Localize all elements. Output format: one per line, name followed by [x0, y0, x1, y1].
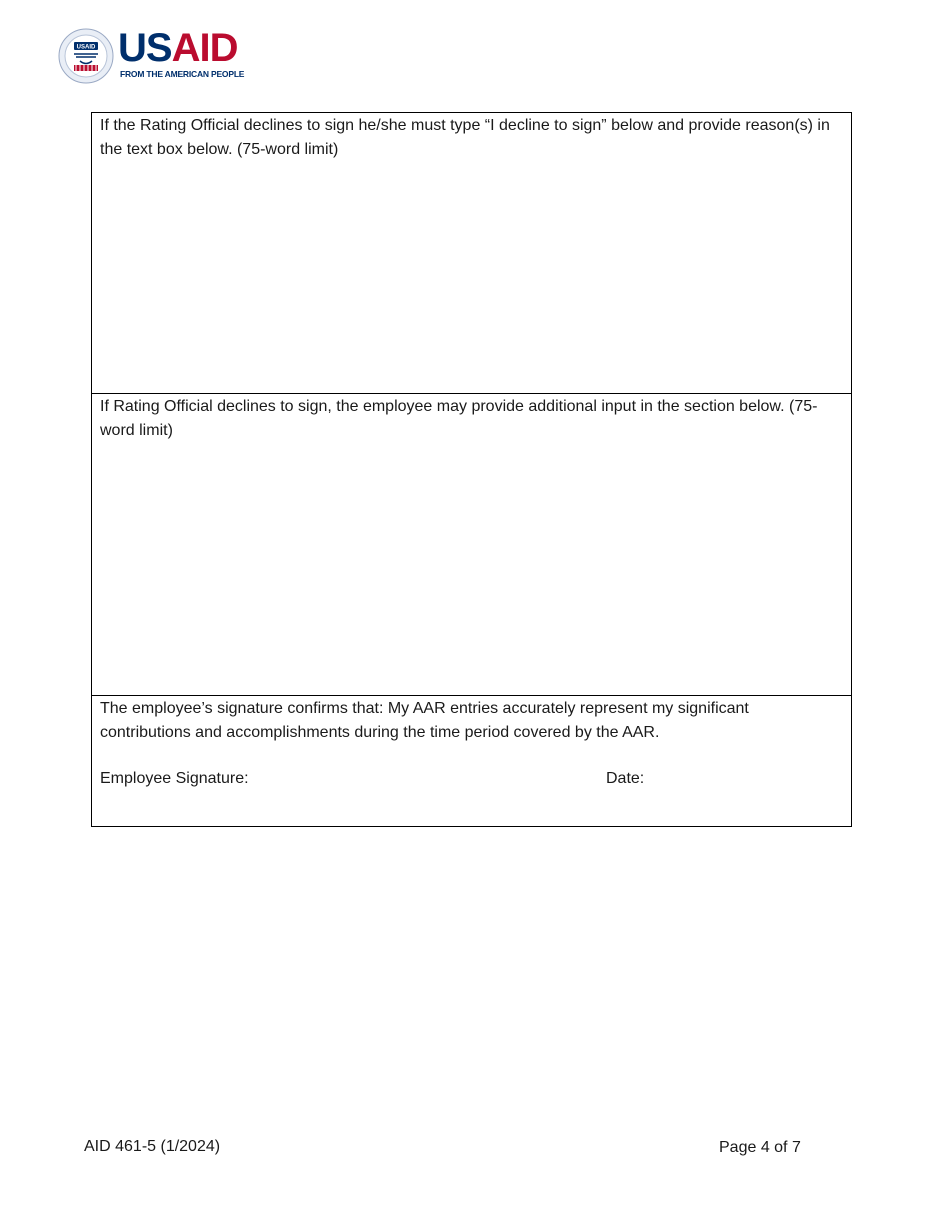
- date-field[interactable]: Date:: [606, 770, 645, 787]
- page-number: Page 4 of 7: [719, 1139, 801, 1156]
- usaid-seal-icon: [58, 28, 114, 84]
- form-table: [91, 112, 852, 827]
- rating-official-decline-instructions: If the Rating Official declines to sign he/she must type “I decline to sign” below and provide reason(s) in the text box below. (75-word limit): [100, 117, 830, 158]
- employee-additional-input-instructions: If Rating Official declines to sign, the employee may provide additional input in the section below. (75-word limit): [100, 398, 818, 439]
- svg-text:USAID: USAID: [76, 44, 96, 51]
- signature-row: [100, 767, 843, 791]
- wordmark-us: US: [118, 26, 172, 70]
- usaid-wordmark: [118, 28, 237, 68]
- employee-additional-input-section[interactable]: [92, 393, 851, 695]
- wordmark-aid: AID: [171, 26, 238, 70]
- employee-signature-statement: The employee’s signature confirms that: My AAR entries accurately represent my significant contributions and accomplishments during the time period covered by the AAR.: [100, 700, 749, 741]
- logo-tagline: FROM THE AMERICAN PEOPLE: [120, 69, 245, 79]
- employee-signature-section: [92, 695, 851, 826]
- form-id: AID 461-5 (1/2024): [84, 1138, 221, 1155]
- rating-official-decline-section[interactable]: [92, 113, 851, 393]
- usaid-logo: [58, 26, 258, 86]
- employee-signature-field[interactable]: Employee Signature:: [100, 770, 249, 787]
